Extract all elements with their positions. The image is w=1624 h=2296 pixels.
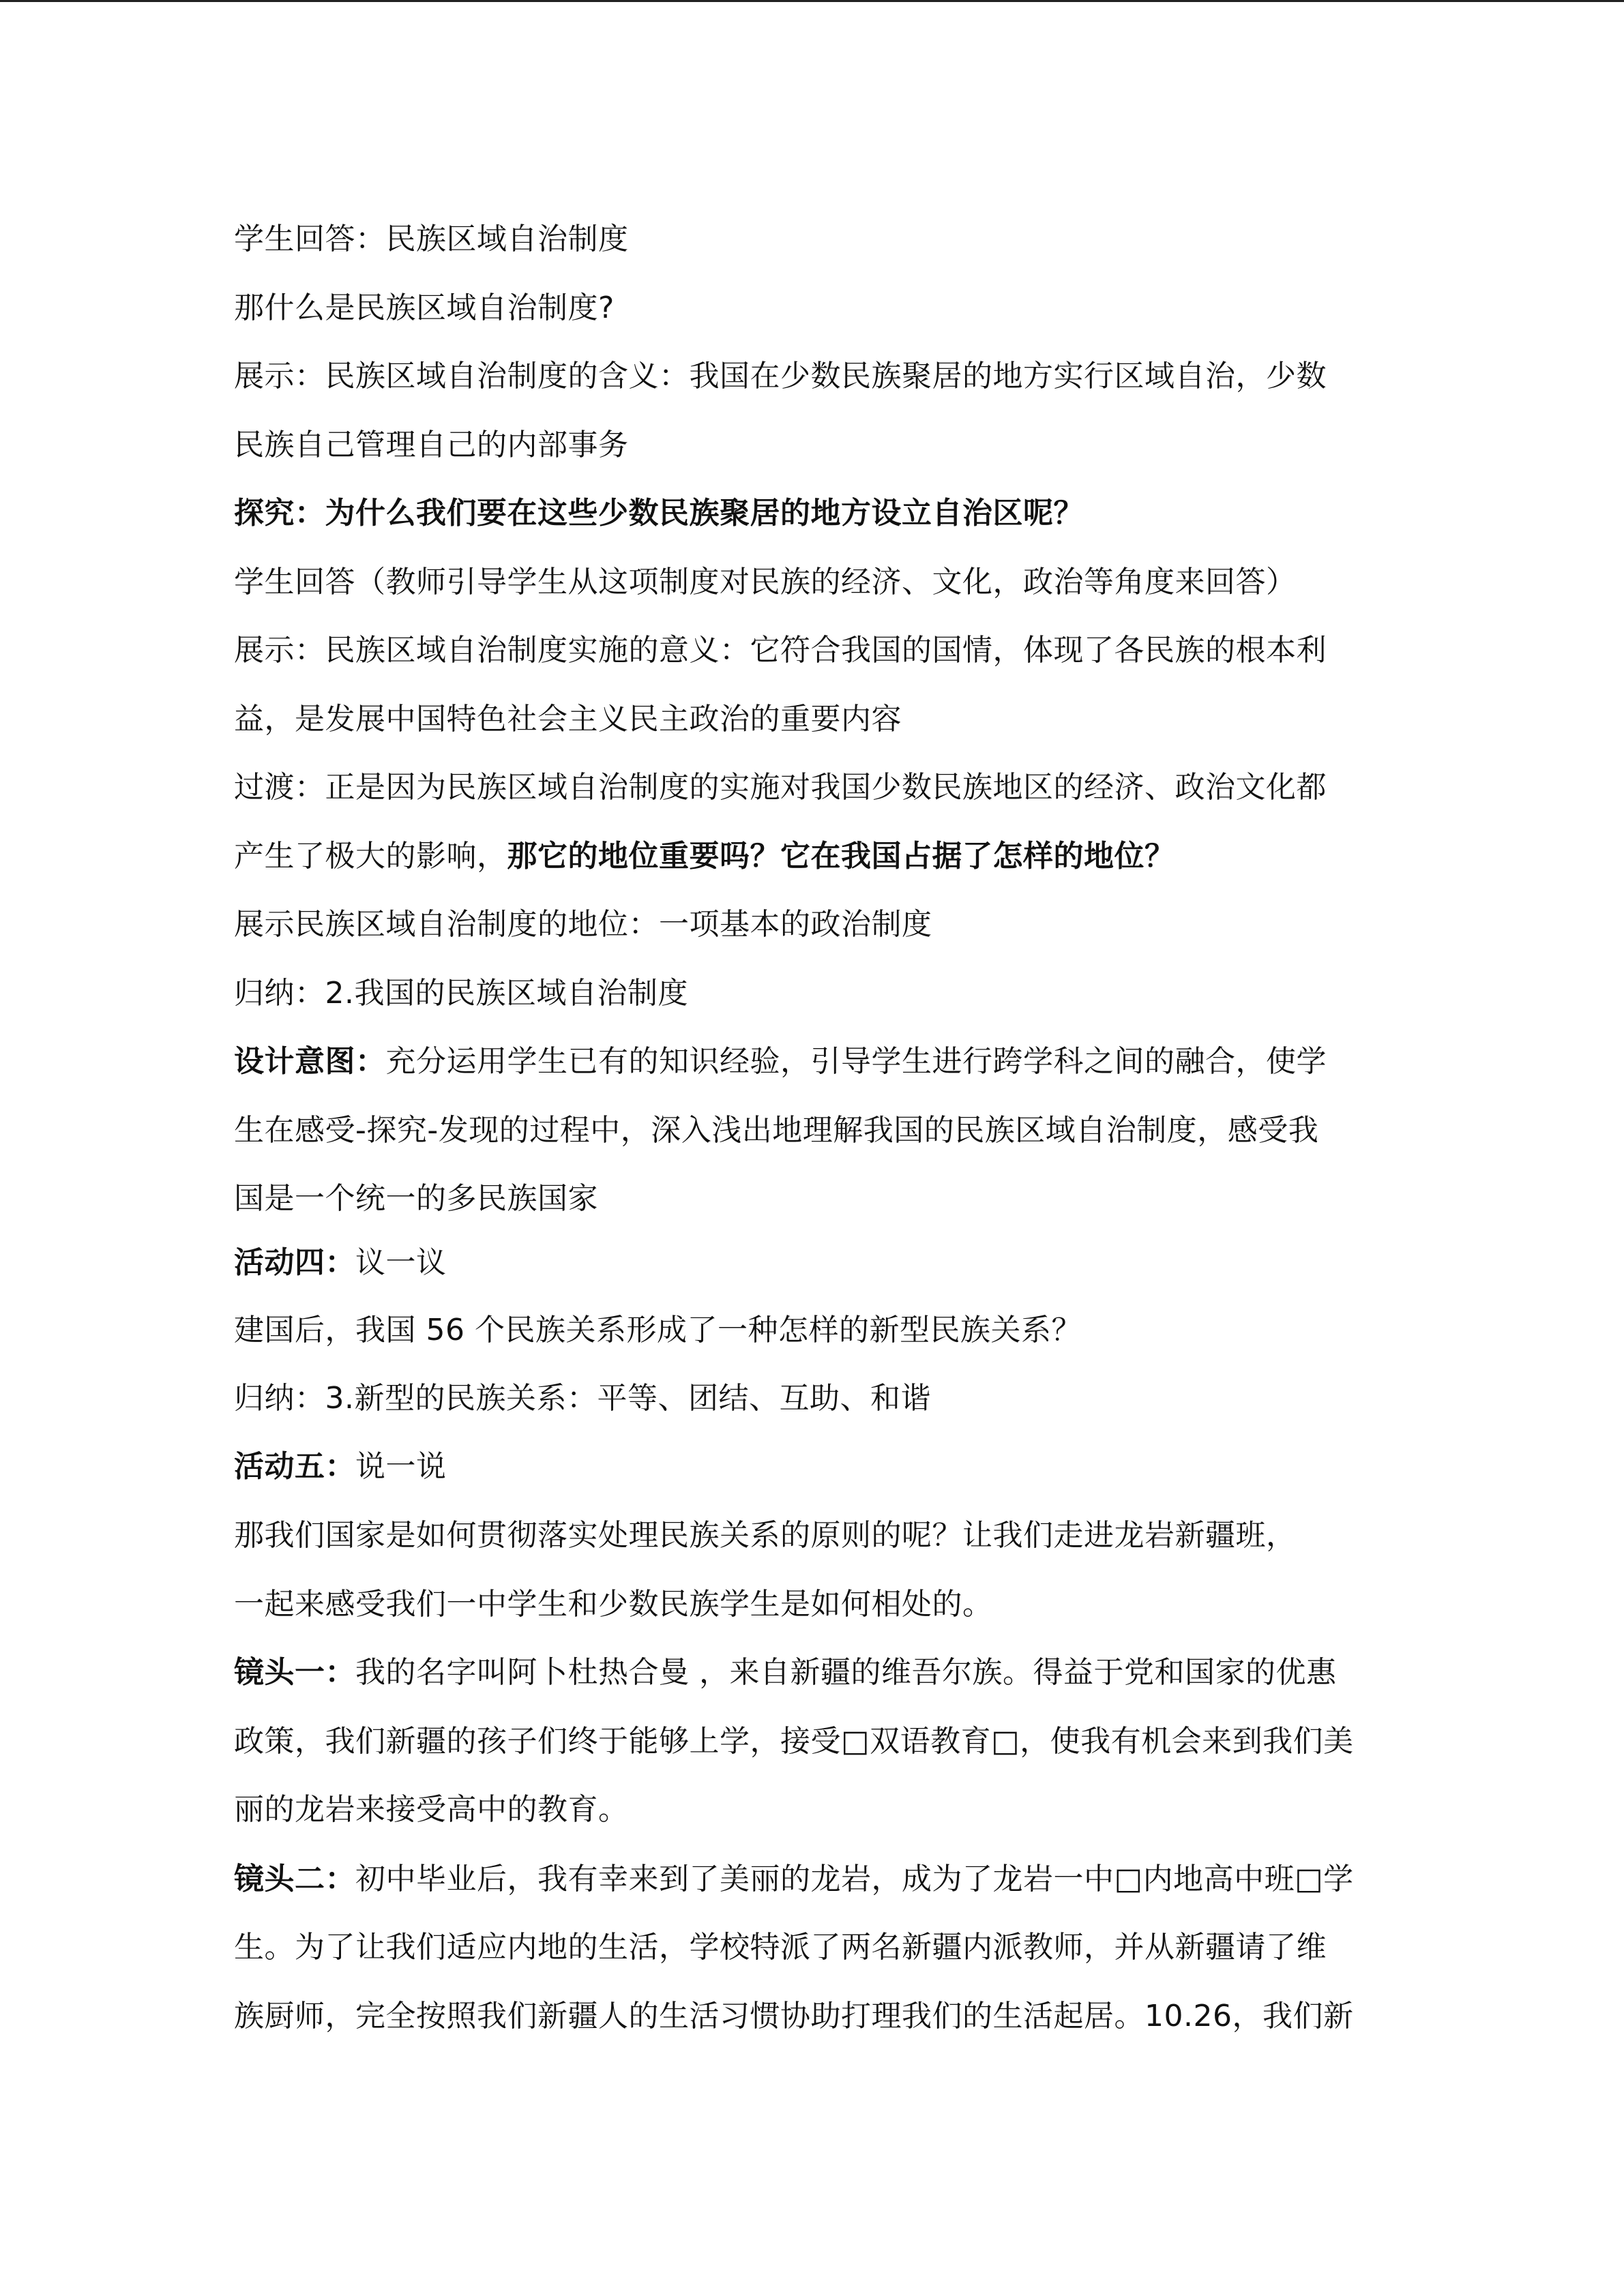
paragraph-line: 益，是发展中国特色社会主义民主政治的重要内容 [234, 702, 902, 736]
activity-heading [234, 1242, 1393, 1283]
inline-text: 为什么我们要在这些少数民族聚居的地方设立自治区呢？ [325, 496, 1084, 531]
paragraph-line-shot-one [234, 1652, 1393, 1693]
paragraph-line: 过渡：正是因为民族区域自治制度的实施对我国少数民族地区的经济、政治文化都 [234, 770, 1327, 805]
inline-text: 议一议 [355, 1245, 447, 1280]
paragraph-line: 归纳：3.新型的民族关系：平等、团结、互助、和谐 [234, 1381, 931, 1416]
inline-text: 充分运用学生已有的知识经验，引导学生进行跨学科之间的融合，使学 [385, 1044, 1327, 1079]
paragraph-line: 那我们国家是如何贯彻落实处理民族关系的原则的呢？让我们走进龙岩新疆班， [234, 1518, 1297, 1553]
paragraph-line: 民族自己管理自己的内部事务 [234, 428, 629, 462]
paragraph-line: 学生回答：民族区域自治制度 [234, 222, 629, 256]
paragraph-line-inquiry [234, 493, 1393, 534]
inline-label: 镜头二： [234, 1862, 355, 1896]
paragraph-line: 政策，我们新疆的孩子们终于能够上学，接受□双语教育□，使我有机会来到我们美 [234, 1724, 1354, 1759]
inline-label: 探究： [234, 496, 325, 531]
paragraph-line: 生。为了让我们适应内地的生活，学校特派了两名新疆内派教师，并从新疆请了维 [234, 1930, 1327, 1965]
paragraph-line: 建国后，我国 56 个民族关系形成了一种怎样的新型民族关系？ [234, 1313, 1082, 1347]
activity-heading [234, 1446, 1393, 1487]
paragraph-line-design-intent [234, 1041, 1393, 1082]
paragraph-line: 展示：民族区域自治制度实施的意义：它符合我国的国情，体现了各民族的根本利 [234, 633, 1327, 668]
paragraph-line: 那什么是民族区域自治制度? [234, 290, 615, 325]
inline-question: 那它的地位重要吗？它在我国占据了怎样的地位？ [507, 839, 1175, 874]
paragraph-line: 族厨师，完全按照我们新疆人的生活习惯协助打理我们的生活起居。10.26，我们新 [234, 1999, 1354, 2033]
inline-text: 初中毕业后，我有幸来到了美丽的龙岩，成为了龙岩一中□内地高中班□学 [355, 1862, 1354, 1896]
inline-label: 活动五： [234, 1449, 355, 1484]
inline-label: 设计意图： [234, 1044, 386, 1079]
paragraph-line-shot-two [234, 1859, 1393, 1900]
paragraph-line: 学生回答（教师引导学生从这项制度对民族的经济、文化，政治等角度来回答） [234, 565, 1297, 599]
inline-label: 镜头一： [234, 1655, 355, 1690]
paragraph-line: 丽的龙岩来接受高中的教育。 [234, 1792, 629, 1827]
inline-label: 活动四： [234, 1245, 355, 1280]
paragraph-line: 国是一个统一的多民族国家 [234, 1181, 598, 1216]
inline-text: 我的名字叫阿卜杜热合曼 ，来自新疆的维吾尔族。得益于党和国家的优惠 [355, 1655, 1337, 1690]
inline-text: 说一说 [355, 1449, 447, 1484]
paragraph-line: 归纳：2.我国的民族区域自治制度 [234, 976, 688, 1011]
paragraph-line: 展示：民族区域自治制度的含义：我国在少数民族聚居的地方实行区域自治，少数 [234, 359, 1327, 393]
paragraph-line: 生在感受-探究-发现的过程中，深入浅出地理解我国的民族区域自治制度，感受我 [234, 1113, 1319, 1148]
paragraph-line: 展示民族区域自治制度的地位：一项基本的政治制度 [234, 907, 932, 942]
inline-prefix: 产生了极大的影响， [234, 839, 507, 874]
paragraph-line: 一起来感受我们一中学生和少数民族学生是如何相处的。 [234, 1587, 993, 1622]
paragraph-line-transition [234, 836, 1393, 877]
